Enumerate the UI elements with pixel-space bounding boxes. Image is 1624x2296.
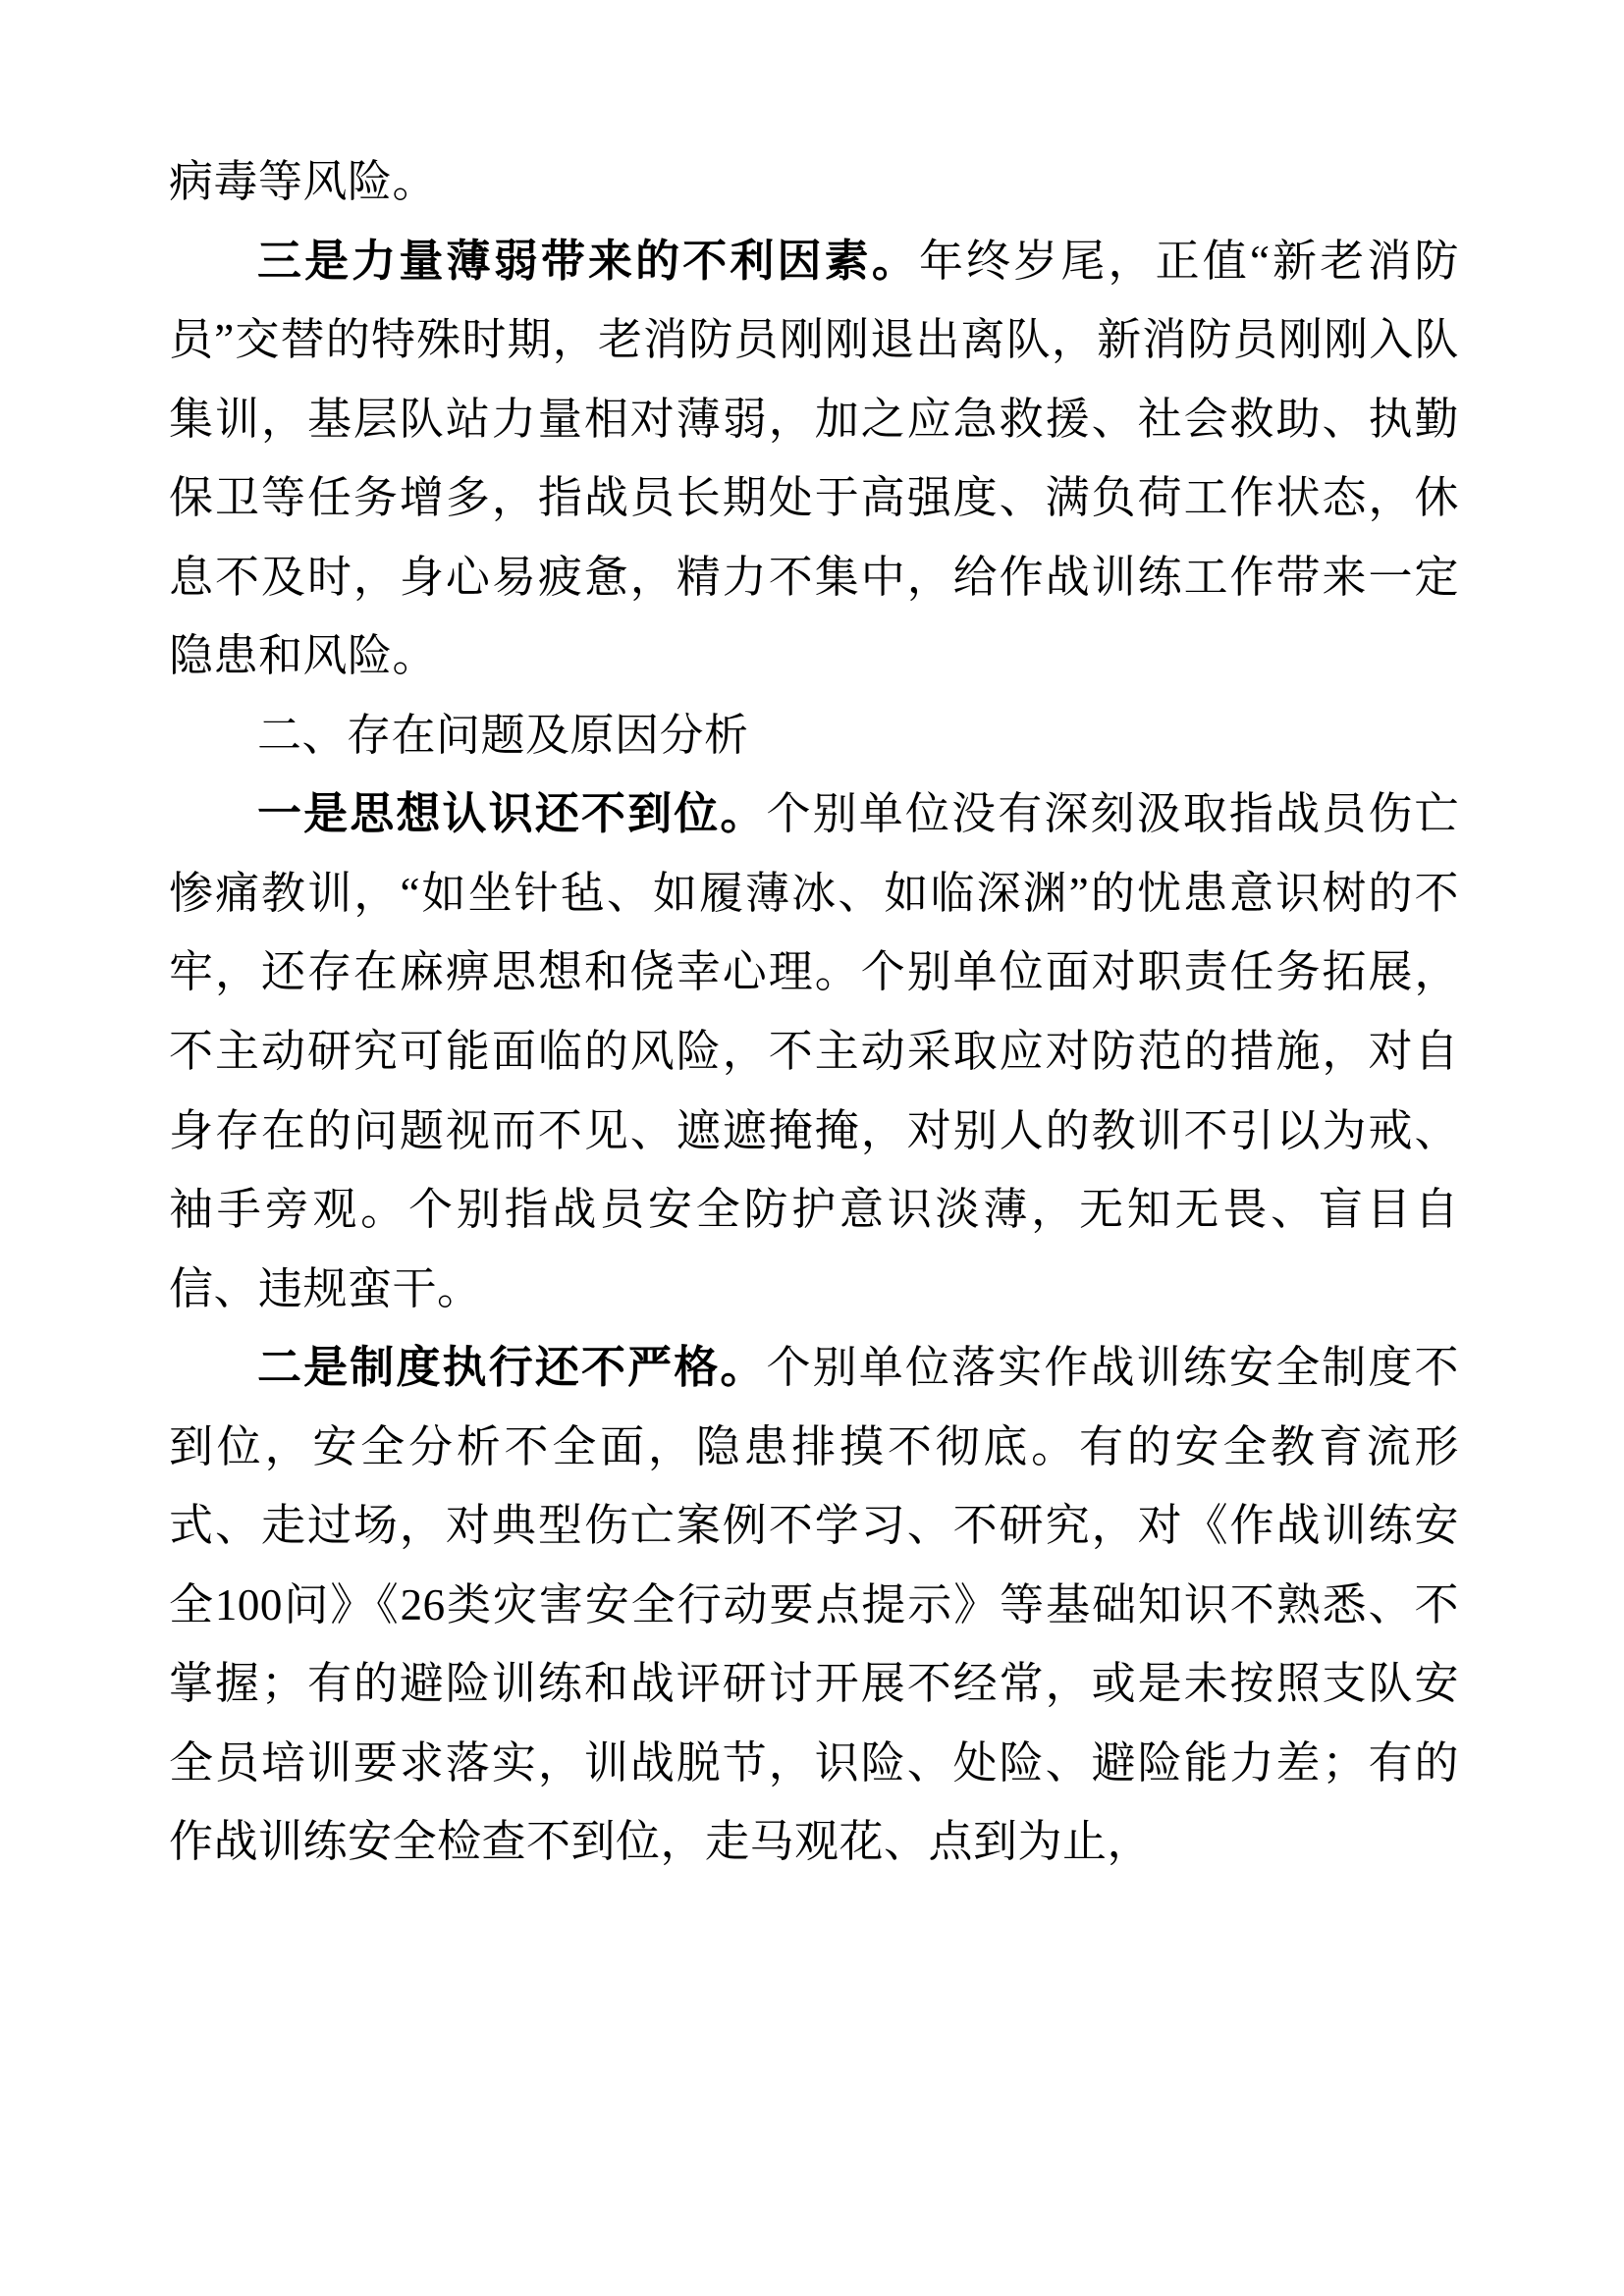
paragraph-continuation [169,142,1459,222]
paragraph-lead: 一是思想认识还不到位。 [257,788,767,839]
paragraph [169,222,1459,696]
paragraph-lead: 二是制度执行还不严格。 [257,1342,767,1393]
paragraph [169,1328,1459,1882]
paragraph-lead: 三是力量薄弱带来的不利因素。 [257,235,919,286]
section-heading [169,696,1459,775]
paragraph-body: 个别单位没有深刻汲取指战员伤亡惨痛教训，“如坐针毡、如履薄冰、如临深渊”的忧患意识树的不牢，还存在麻痹思想和侥幸心理。个别单位面对职责任务拓展，不主动研究可能面临的风险，不主动采取应对防范的措施，对自身存在的问题视而不见、遮遮掩掩，对别人的教训不引以为戒、袖手旁观。个别指战员安全防护意识淡薄，无知无畏、盲目自信、违规蛮干。 [169,789,1459,1313]
paragraph-body: 病毒等风险。 [169,157,438,206]
paragraph [169,774,1459,1328]
section-heading-text: 二、存在问题及原因分析 [257,710,749,760]
paragraph-body: 年终岁尾，正值“新老消防员”交替的特殊时期，老消防员刚刚退出离队，新消防员刚刚入队集训，基层队站力量相对薄弱，加之应急救援、社会救助、执勤保卫等任务增多，指战员长期处于高强度、满负荷工作状态，休息不及时，身心易疲惫，精力不集中，给作战训练工作带来一定隐患和风险。 [169,236,1459,681]
document-body [169,142,1459,1882]
paragraph-body: 个别单位落实作战训练安全制度不到位，安全分析不全面，隐患排摸不彻底。有的安全教育流形式、走过场，对典型伤亡案例不学习、不研究，对《作战训练安全100问》《26类灾害安全行动要点提示》等基础知识不熟悉、不掌握；有的避险训练和战评研讨开展不经常，或是未按照支队安全员培训要求落实，训战脱节，识险、处险、避险能力差；有的作战训练安全检查不到位，走马观花、点到为止， [169,1343,1459,1867]
